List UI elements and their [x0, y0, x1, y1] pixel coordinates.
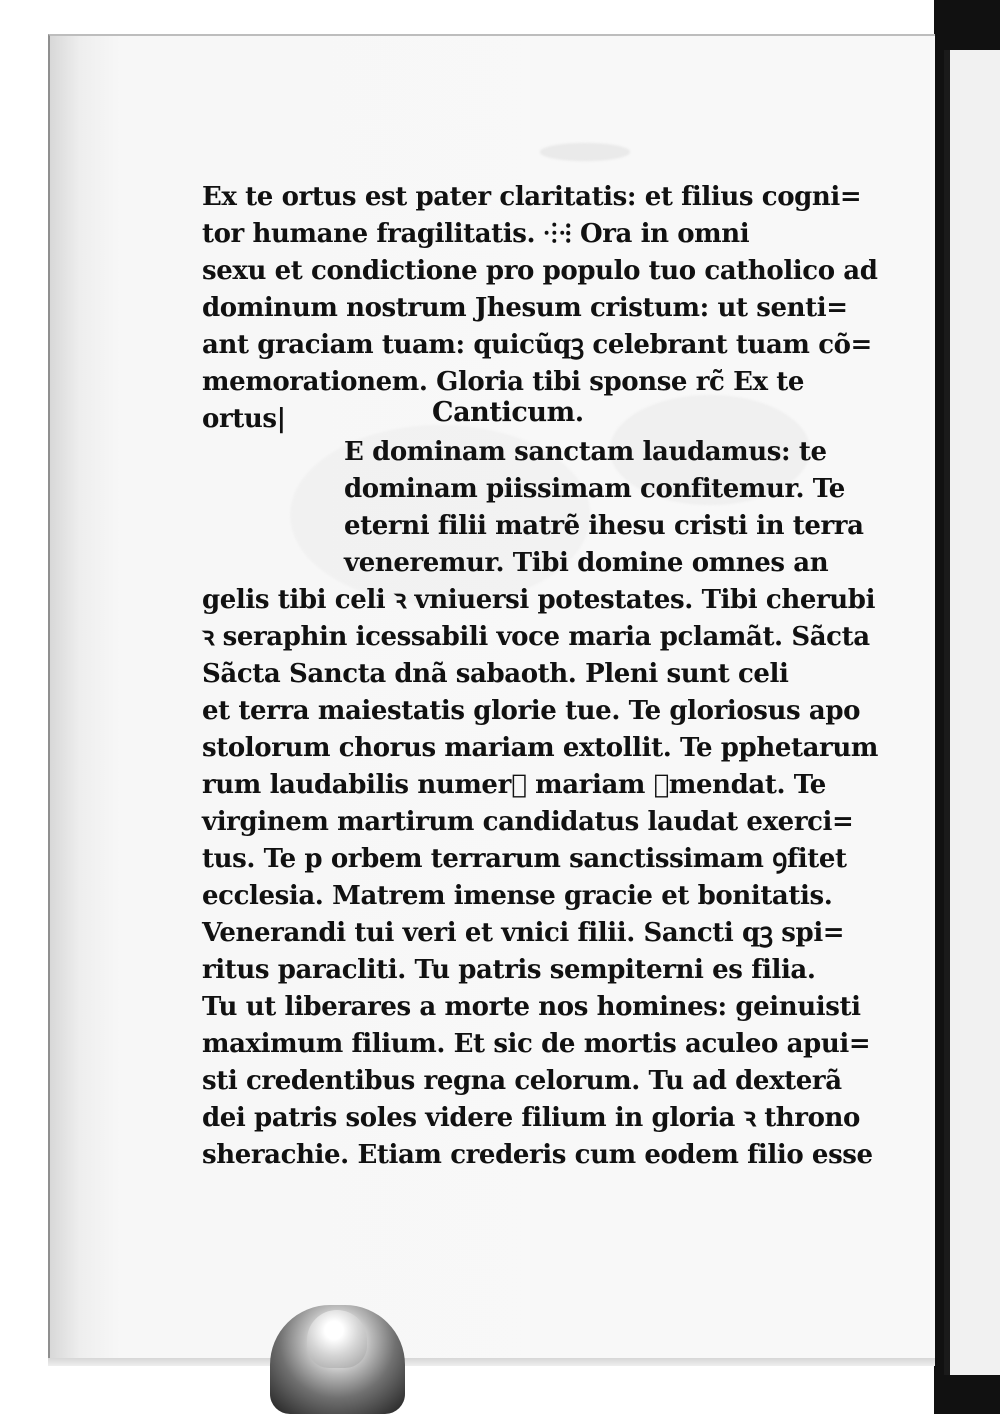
canticle-line: rum laudabilis numer᷑ mariam ꝯmendat. Te	[202, 770, 826, 800]
canticle-line: maximum filium. Et sic de mortis aculeo apui=	[202, 1029, 871, 1059]
text-line: memorationem. Gloria tibi sponse rc̃ Ex te	[202, 367, 805, 397]
thumb-nail	[307, 1310, 367, 1368]
text-line: sexu et condictione pro populo tuo catholico ad	[202, 256, 878, 286]
paper-stain	[540, 143, 630, 161]
canticle-line: virginem martirum candidatus laudat exerci=	[202, 807, 854, 837]
canticle-line: sti credentibus regna celorum. Tu ad dexterã	[202, 1066, 842, 1096]
page-bottom-shadow	[48, 1358, 935, 1366]
text-line: dominum nostrum Jhesum cristum: ut senti=	[202, 293, 848, 323]
canticle-line: dominam piissimam confitemur. Te	[344, 474, 845, 504]
canticle-line: et terra maiestatis glorie tue. Te gloriosus apo	[202, 696, 861, 726]
canticum-heading: Canticum.	[432, 397, 584, 428]
canticle-line: veneremur. Tibi domine omnes an	[344, 548, 829, 578]
facing-page-edge	[944, 50, 1000, 1375]
canticle-line: ritus paracliti. Tu patris sempiterni es filia.	[202, 955, 816, 985]
canticle-line: ꝛ seraphin icessabili voce maria pclamãt. Sãcta	[202, 622, 870, 652]
text-line: ortus|	[202, 404, 286, 434]
text-line: tor humane fragilitatis. ⸭⁝ Ora in omni	[202, 219, 750, 249]
canticle-line: dei patris soles videre filium in gloria ꝛ throno	[202, 1103, 860, 1133]
canticle-line: tus. Te p orbem terrarum sanctissimam ꝯfitet	[202, 844, 847, 874]
canticle-line: gelis tibi celi ꝛ vniuersi potestates. Tibi cherubi	[202, 585, 876, 615]
canticle-line: sherachie. Etiam crederis cum eodem filio esse	[202, 1140, 873, 1170]
text-line: Ex te ortus est pater claritatis: et filius cogni=	[202, 182, 862, 212]
canticle-line: E dominam sanctam laudamus: te	[344, 437, 827, 467]
canticle-line: eterni filii matrẽ ihesu cristi in terra	[344, 511, 864, 541]
canticle-line: Tu ut liberares a morte nos homines: geinuisti	[202, 992, 861, 1022]
canticle-line: Venerandi tui veri et vnici filii. Sancti qꝫ spi=	[202, 918, 845, 948]
text-line: ant graciam tuam: quicũqꝫ celebrant tuam cõ=	[202, 330, 872, 360]
canticle-line: Sãcta Sancta dnã sabaoth. Pleni sunt celi	[202, 659, 789, 689]
canticle-line: stolorum chorus mariam extollit. Te pphetarum	[202, 733, 878, 763]
canticle-line: ecclesia. Matrem imense gracie et bonitatis.	[202, 881, 833, 911]
